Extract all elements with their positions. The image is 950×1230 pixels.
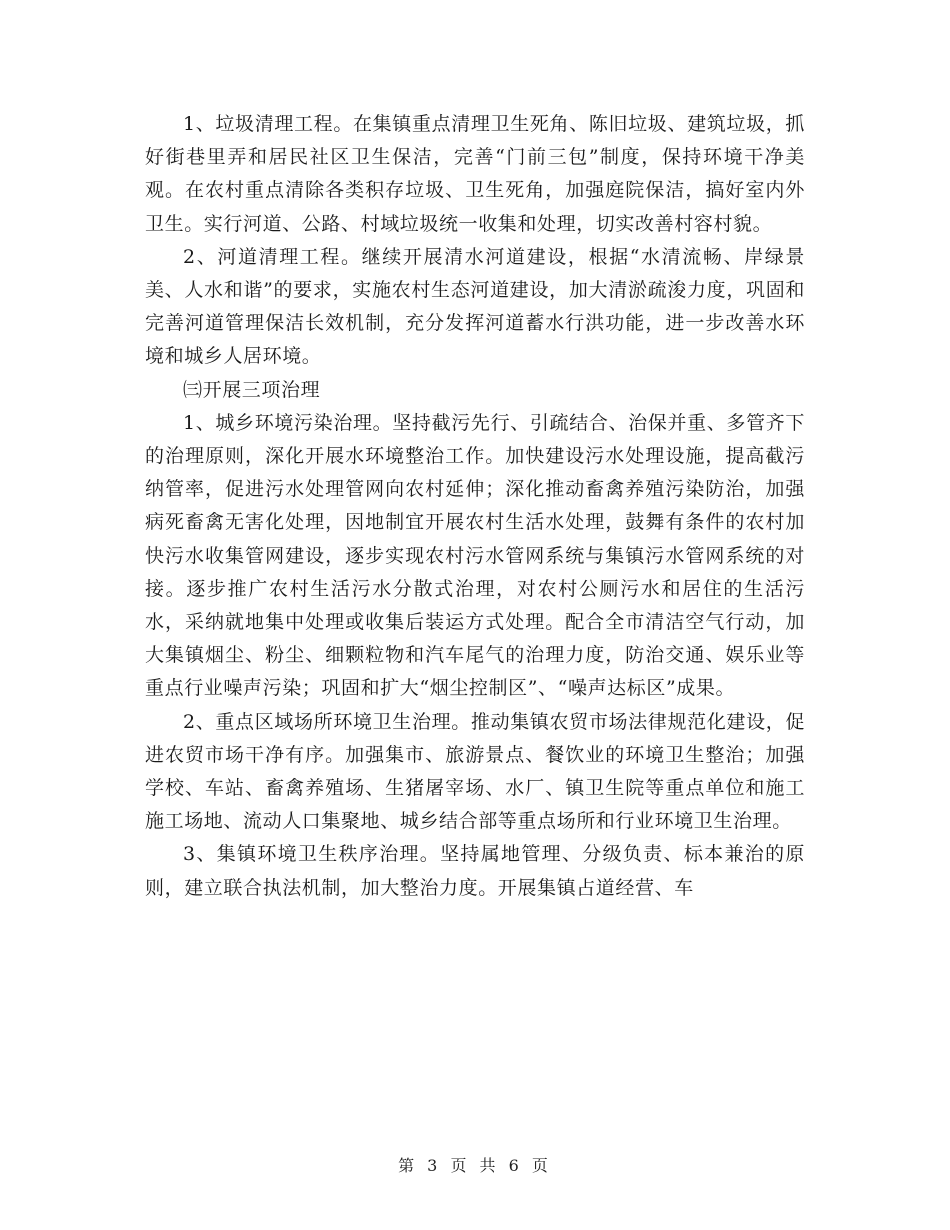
paragraph-river-cleanup: 2、河道清理工程。继续开展清水河道建设，根据“水清流畅、岸绿景美、人水和谐”的要求，实施农村生态河道建设，加大清淤疏浚力度，巩固和完善河道管理保洁长效机制，充分发挥河道蓄水行洪功能，进一步改善水环境和城乡人居环境。 (145, 245, 805, 368)
paragraph-key-area-sanitation: 2、重点区域场所环境卫生治理。推动集镇农贸市场法律规范化建设，促进农贸市场干净有序。加强集市、旅游景点、餐饮业的环境卫生整治；加强学校、车站、畜禽养殖场、生猪屠宰场、水厂、镇卫生院等重点单位和施工施工场地、流动人口集聚地、城乡结合部等重点场所和行业环境卫生治理。 (145, 710, 805, 833)
paragraph-garbage-cleanup: 1、垃圾清理工程。在集镇重点清理卫生死角、陈旧垃圾、建筑垃圾，抓好街巷里弄和居民社区卫生保洁，完善“门前三包”制度，保持环境干净美观。在农村重点清除各类积存垃圾、卫生死角，加强庭院保洁，搞好室内外卫生。实行河道、公路、村域垃圾统一收集和处理，切实改善村容村貌。 (145, 113, 805, 235)
page-number-footer: 第 3 页 共 6 页 (398, 1156, 552, 1175)
paragraph-town-order-governance: 3、集镇环境卫生秩序治理。坚持属地管理、分级负责、标本兼治的原则，建立联合执法机制，加大整治力度。开展集镇占道经营、车 (145, 843, 805, 899)
document-body (145, 108, 805, 905)
paragraph-pollution-governance: 1、城乡环境污染治理。坚持截污先行、引疏结合、治保并重、多管齐下的治理原则，深化开展水环境整治工作。加快建设污水处理设施，提高截污纳管率，促进污水处理管网向农村延伸；深化推动畜禽养殖污染防治，加强病死畜禽无害化处理，因地制宜开展农村生活水处理，鼓舞有条件的农村加快污水收集管网建设，逐步实现农村污水管网系统与集镇污水管网系统的对接。逐步推广农村生活污水分散式治理，对农村公厕污水和居住的生活污水，采纳就地集中处理或收集后装运方式处理。配合全市清洁空气行动，加大集镇烟尘、粉尘、细颗粒物和汽车尾气的治理力度，防治交通、娱乐业等重点行业噪声污染；巩固和扩大“烟尘控制区”、“噪声达标区”成果。 (145, 411, 805, 700)
section-heading-three-governance: ㈢开展三项治理 (183, 378, 321, 401)
